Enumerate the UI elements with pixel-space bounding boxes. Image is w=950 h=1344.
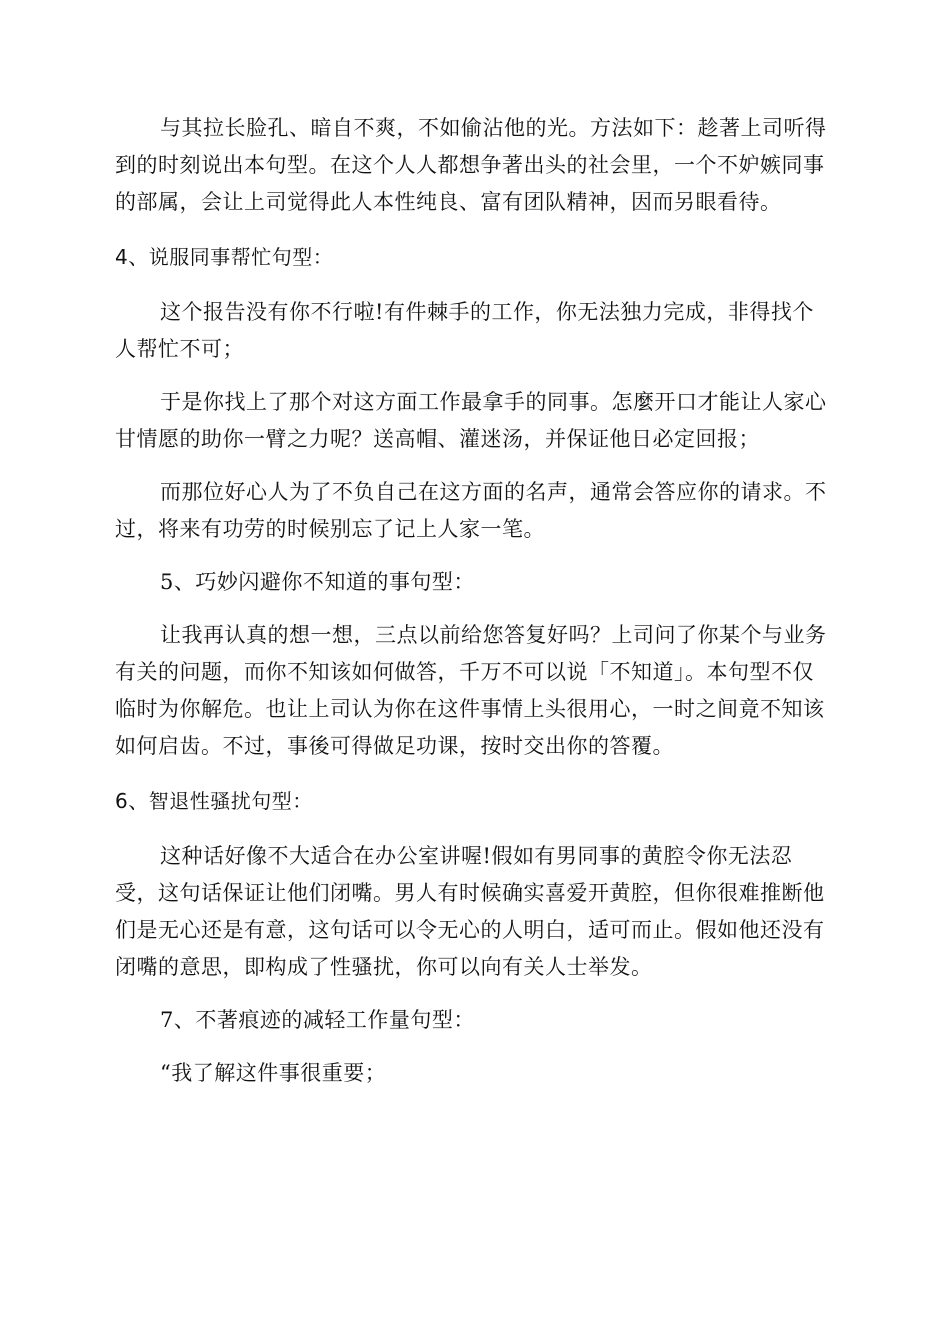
paragraph-praise-colleague: 与其拉长脸孔、暗自不爽，不如偷沾他的光。方法如下：趁著上司听得到的时刻说出本句型。在这个人人都想争著出头的社会里，一个不妒嫉同事的部属，会让上司觉得此人本性纯良、富有团队精神，因而另眼看待。: [115, 116, 827, 214]
paragraph-find-colleague: 于是你找上了那个对这方面工作最拿手的同事。怎麼开口才能让人家心甘情愿的助你一臂之力呢？送高帽、灌迷汤，并保证他日必定回报；: [115, 390, 827, 451]
heading-section-4: 4、说服同事帮忙句型：: [115, 245, 334, 269]
paragraph-harassment: 这种话好像不大适合在办公室讲喔!假如有男同事的黄腔令你无法忍受，这句话保证让他们闭嘴。男人有时候确实喜爱开黄腔，但你很难推断他们是无心还是有意，这句话可以令无心的人明白，适可而止。假如他还没有闭嘴的意思，即构成了性骚扰，你可以向有关人士举发。: [115, 844, 825, 979]
heading-section-6: 6、智退性骚扰句型：: [115, 789, 313, 813]
paragraph-important-matter: “我了解这件事很重要；: [160, 1061, 387, 1085]
paragraph-good-person: 而那位好心人为了不负自己在这方面的名声，通常会答应你的请求。不过，将来有功劳的时候别忘了记上人家一笔。: [115, 480, 827, 541]
paragraph-report-needs-you: 这个报告没有你不行啦!有件棘手的工作，你无法独力完成，非得找个人帮忙不可；: [115, 300, 814, 361]
paragraph-think-again: 让我再认真的想一想，三点以前给您答复好吗？上司问了你某个与业务有关的问题，而你不知该如何做答，千万不可以说「不知道」。本句型不仅临时为你解危。也让上司认为你在这件事情上头很用心，一时之间竟不知该如何启齿。不过，事後可得做足功课，按时交出你的答覆。: [115, 623, 827, 758]
heading-section-5: 5、巧妙闪避你不知道的事句型：: [160, 570, 475, 594]
heading-section-7: 7、不著痕迹的减轻工作量句型：: [160, 1008, 475, 1032]
document-body: [115, 110, 835, 1092]
